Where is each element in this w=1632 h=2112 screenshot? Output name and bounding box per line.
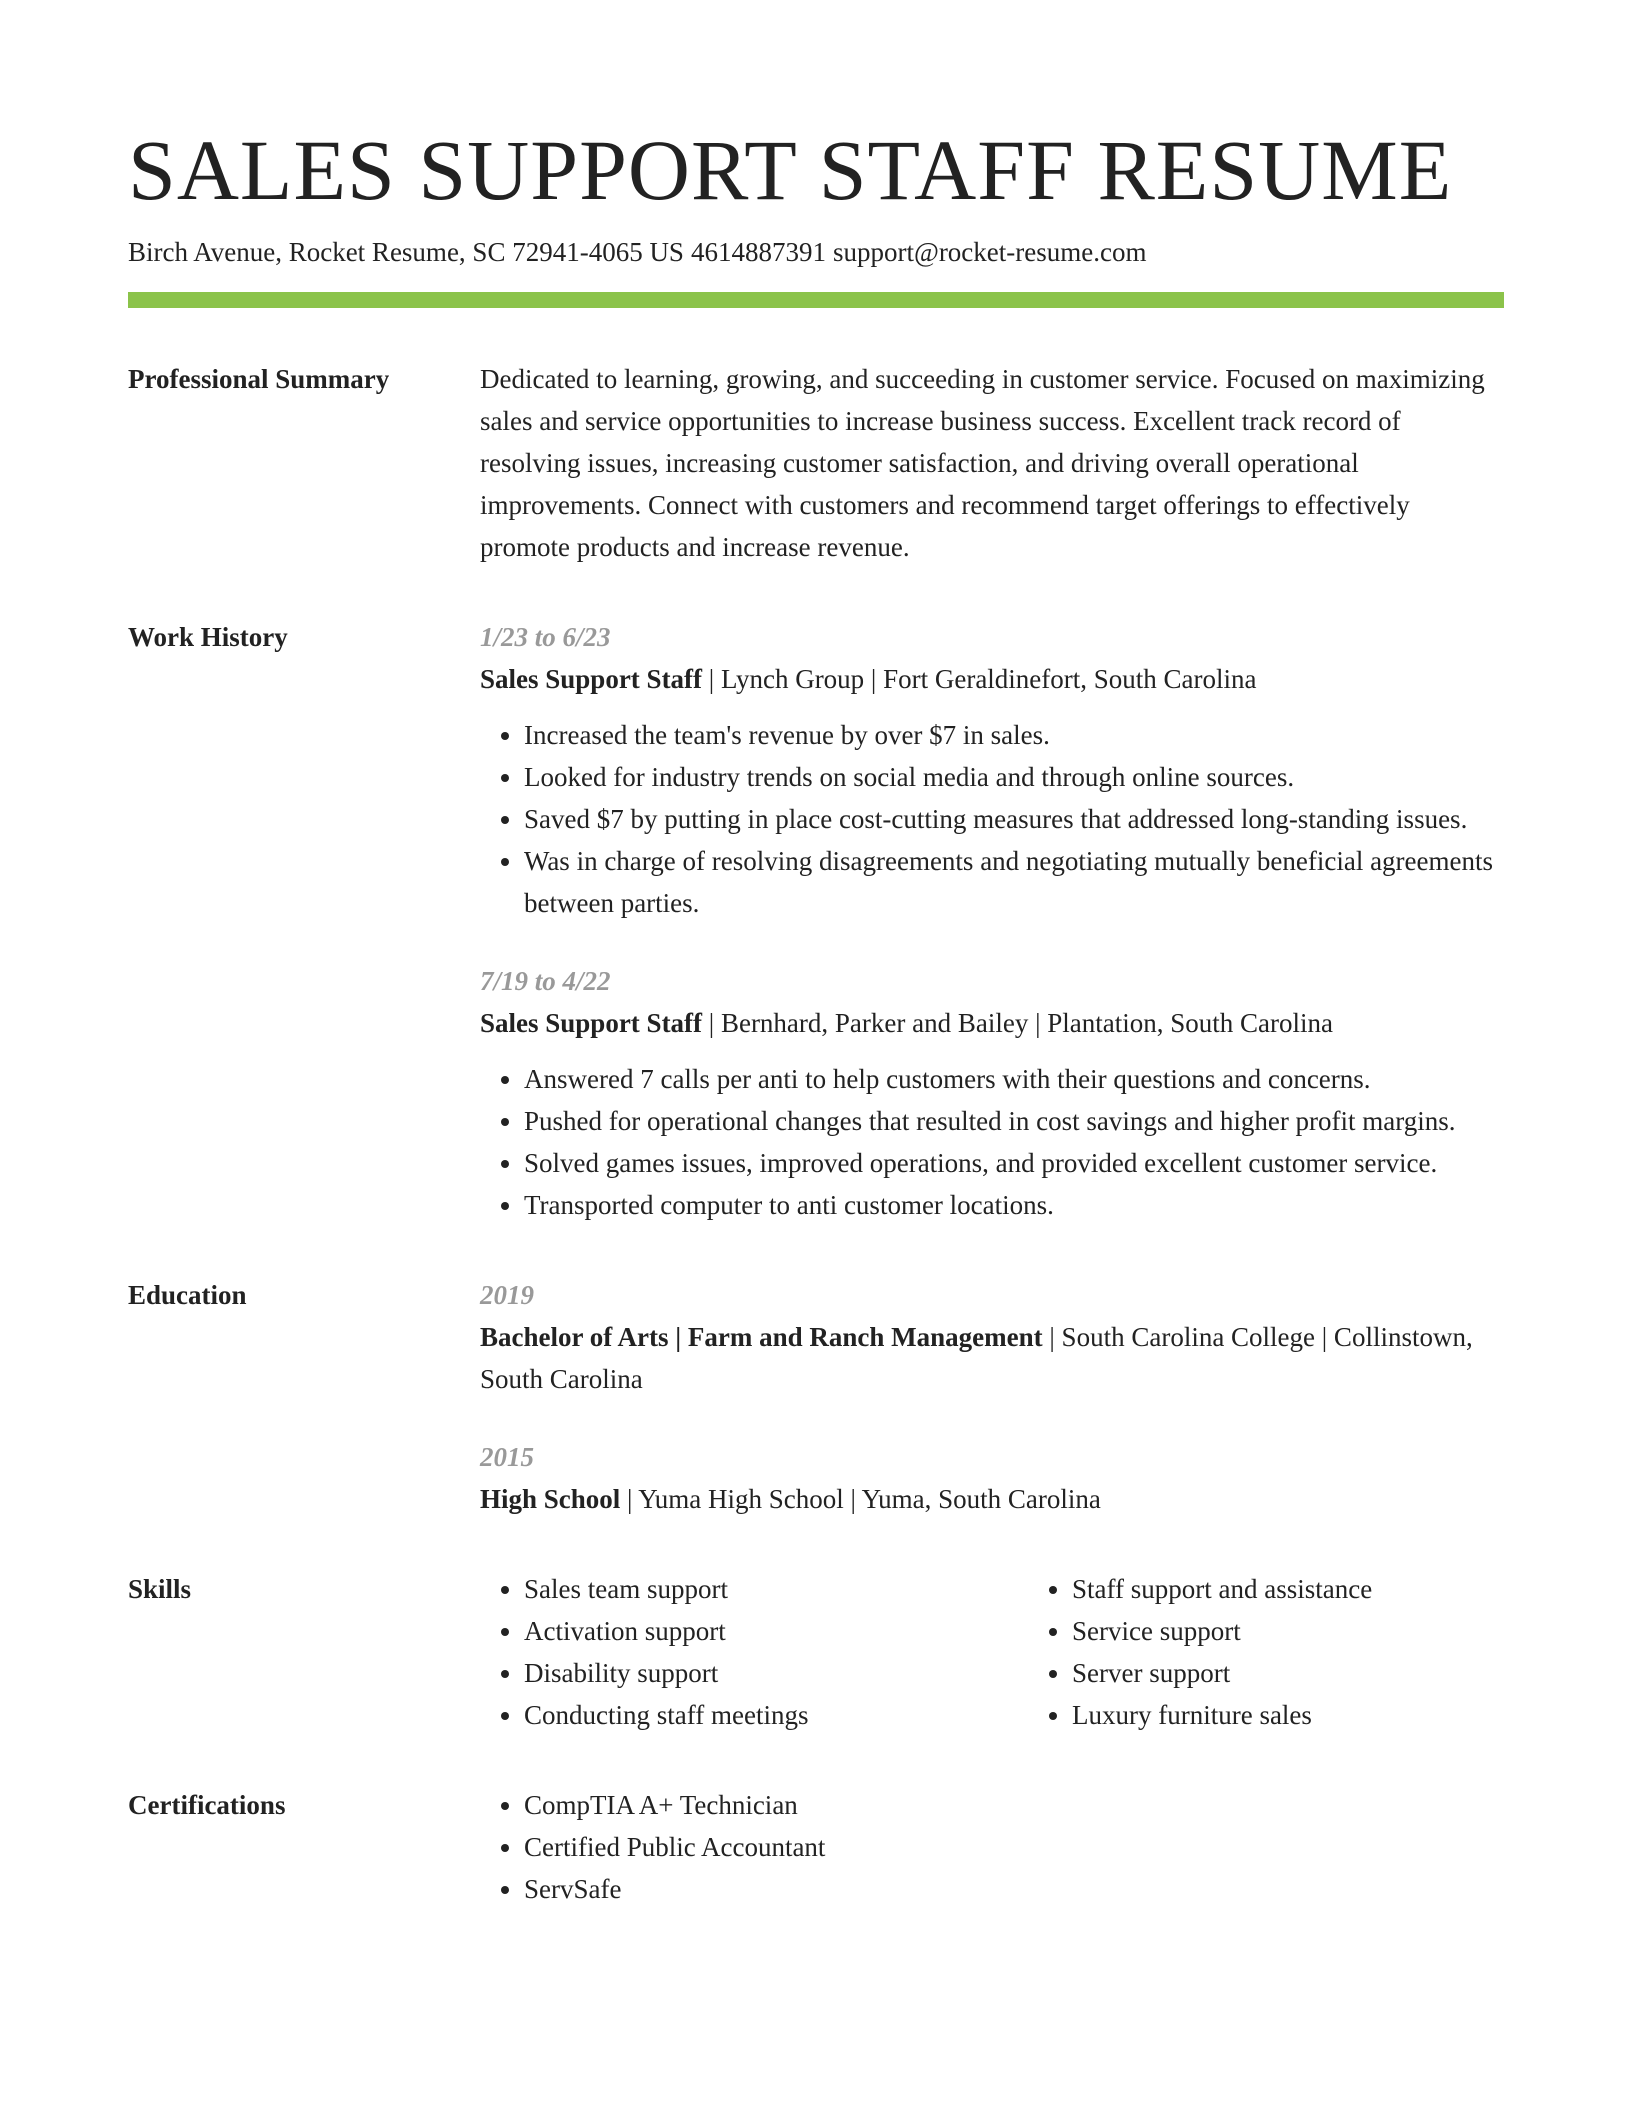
job-dates: 1/23 to 6/23: [480, 622, 611, 652]
education-content: [480, 1274, 1504, 1520]
job-dates: 7/19 to 4/22: [480, 966, 611, 996]
list-item: • Was in charge of resolving disagreements and negotiating mutually beneficial agreements between parties.: [524, 840, 1504, 924]
section-label-work-history: Work History: [128, 622, 288, 652]
work-history-section: [128, 616, 1504, 1226]
summary-section: [128, 358, 1504, 568]
job-entry: [480, 960, 1504, 1226]
list-item: • Saved $7 by putting in place cost-cutting measures that addressed long-standing issues.: [524, 798, 1504, 840]
list-item: • Increased the team's revenue by over $7 in sales.: [524, 714, 1504, 756]
list-item: • Transported computer to anti customer locations.: [524, 1184, 1504, 1226]
job-bullets: [480, 1058, 1504, 1226]
list-item: • Solved games issues, improved operations, and provided excellent customer service.: [524, 1142, 1504, 1184]
work-history-content: [480, 616, 1504, 1226]
education-entry: [480, 1436, 1504, 1520]
section-label-skills: Skills: [128, 1574, 192, 1604]
skills-list-right: [1028, 1568, 1372, 1736]
job-bullets: [480, 714, 1504, 924]
skills-list-left: [480, 1568, 1028, 1736]
resume-title: SALES SUPPORT STAFF RESUME: [128, 122, 1453, 218]
list-item: • Activation support: [524, 1610, 1028, 1652]
list-item: • CompTIA A+ Technician: [524, 1784, 1504, 1826]
section-label-summary: Professional Summary: [128, 364, 390, 394]
contact-line: [128, 232, 1504, 272]
education-degree: Bachelor of Arts | Farm and Ranch Management: [480, 1322, 1043, 1352]
skills-section: [128, 1568, 1504, 1736]
education-year: 2019: [480, 1280, 534, 1310]
list-item: • Certified Public Accountant: [524, 1826, 1504, 1868]
education-details: | South Carolina College | Collinstown, South Carolina: [480, 1322, 1473, 1394]
list-item: • Staff support and assistance: [1072, 1568, 1372, 1610]
job-details: | Bernhard, Parker and Bailey | Plantation, South Carolina: [702, 1008, 1333, 1038]
list-item: • Luxury furniture sales: [1072, 1694, 1372, 1736]
section-label-education: Education: [128, 1280, 247, 1310]
education-details: | Yuma High School | Yuma, South Carolina: [620, 1484, 1101, 1514]
education-entry: [480, 1274, 1504, 1400]
contact-email: support@rocket-resume.com: [832, 237, 1147, 267]
summary-text: Dedicated to learning, growing, and succeeding in customer service. Focused on maximizing sales and service opportunities to increase business success. Excellent track record of resolving issues, increasing customer satisfaction, and driving overall operational improvements. Connect with customers and recommend target offerings to effectively promote products and increase revenue.: [480, 364, 1485, 562]
list-item: • Service support: [1072, 1610, 1372, 1652]
list-item: • Server support: [1072, 1652, 1372, 1694]
job-heading: [480, 1002, 1504, 1044]
section-label-certifications: Certifications: [128, 1790, 286, 1820]
header-divider: [128, 292, 1504, 308]
list-item: • ServSafe: [524, 1868, 1504, 1910]
certifications-content: [480, 1784, 1504, 1910]
job-entry: [480, 616, 1504, 924]
list-item: • Answered 7 calls per anti to help customers with their questions and concerns.: [524, 1058, 1504, 1100]
job-details: | Lynch Group | Fort Geraldinefort, South Carolina: [702, 664, 1257, 694]
list-item: • Sales team support: [524, 1568, 1028, 1610]
education-section: [128, 1274, 1504, 1520]
contact-phone: 4614887391: [690, 237, 826, 267]
education-heading: [480, 1478, 1504, 1520]
certifications-list: [480, 1784, 1504, 1910]
list-item: • Conducting staff meetings: [524, 1694, 1028, 1736]
job-heading: [480, 658, 1504, 700]
certifications-section: [128, 1784, 1504, 1910]
contact-address: Birch Avenue, Rocket Resume, SC 72941-4065 US: [128, 237, 684, 267]
job-title: Sales Support Staff: [480, 1008, 703, 1038]
list-item: • Looked for industry trends on social media and through online sources.: [524, 756, 1504, 798]
education-heading: [480, 1316, 1504, 1400]
list-item: • Pushed for operational changes that resulted in cost savings and higher profit margins.: [524, 1100, 1504, 1142]
education-degree: High School: [480, 1484, 621, 1514]
list-item: • Disability support: [524, 1652, 1028, 1694]
education-year: 2015: [480, 1442, 534, 1472]
summary-content: [480, 358, 1504, 568]
skills-content: [480, 1568, 1504, 1736]
job-title: Sales Support Staff: [480, 664, 703, 694]
